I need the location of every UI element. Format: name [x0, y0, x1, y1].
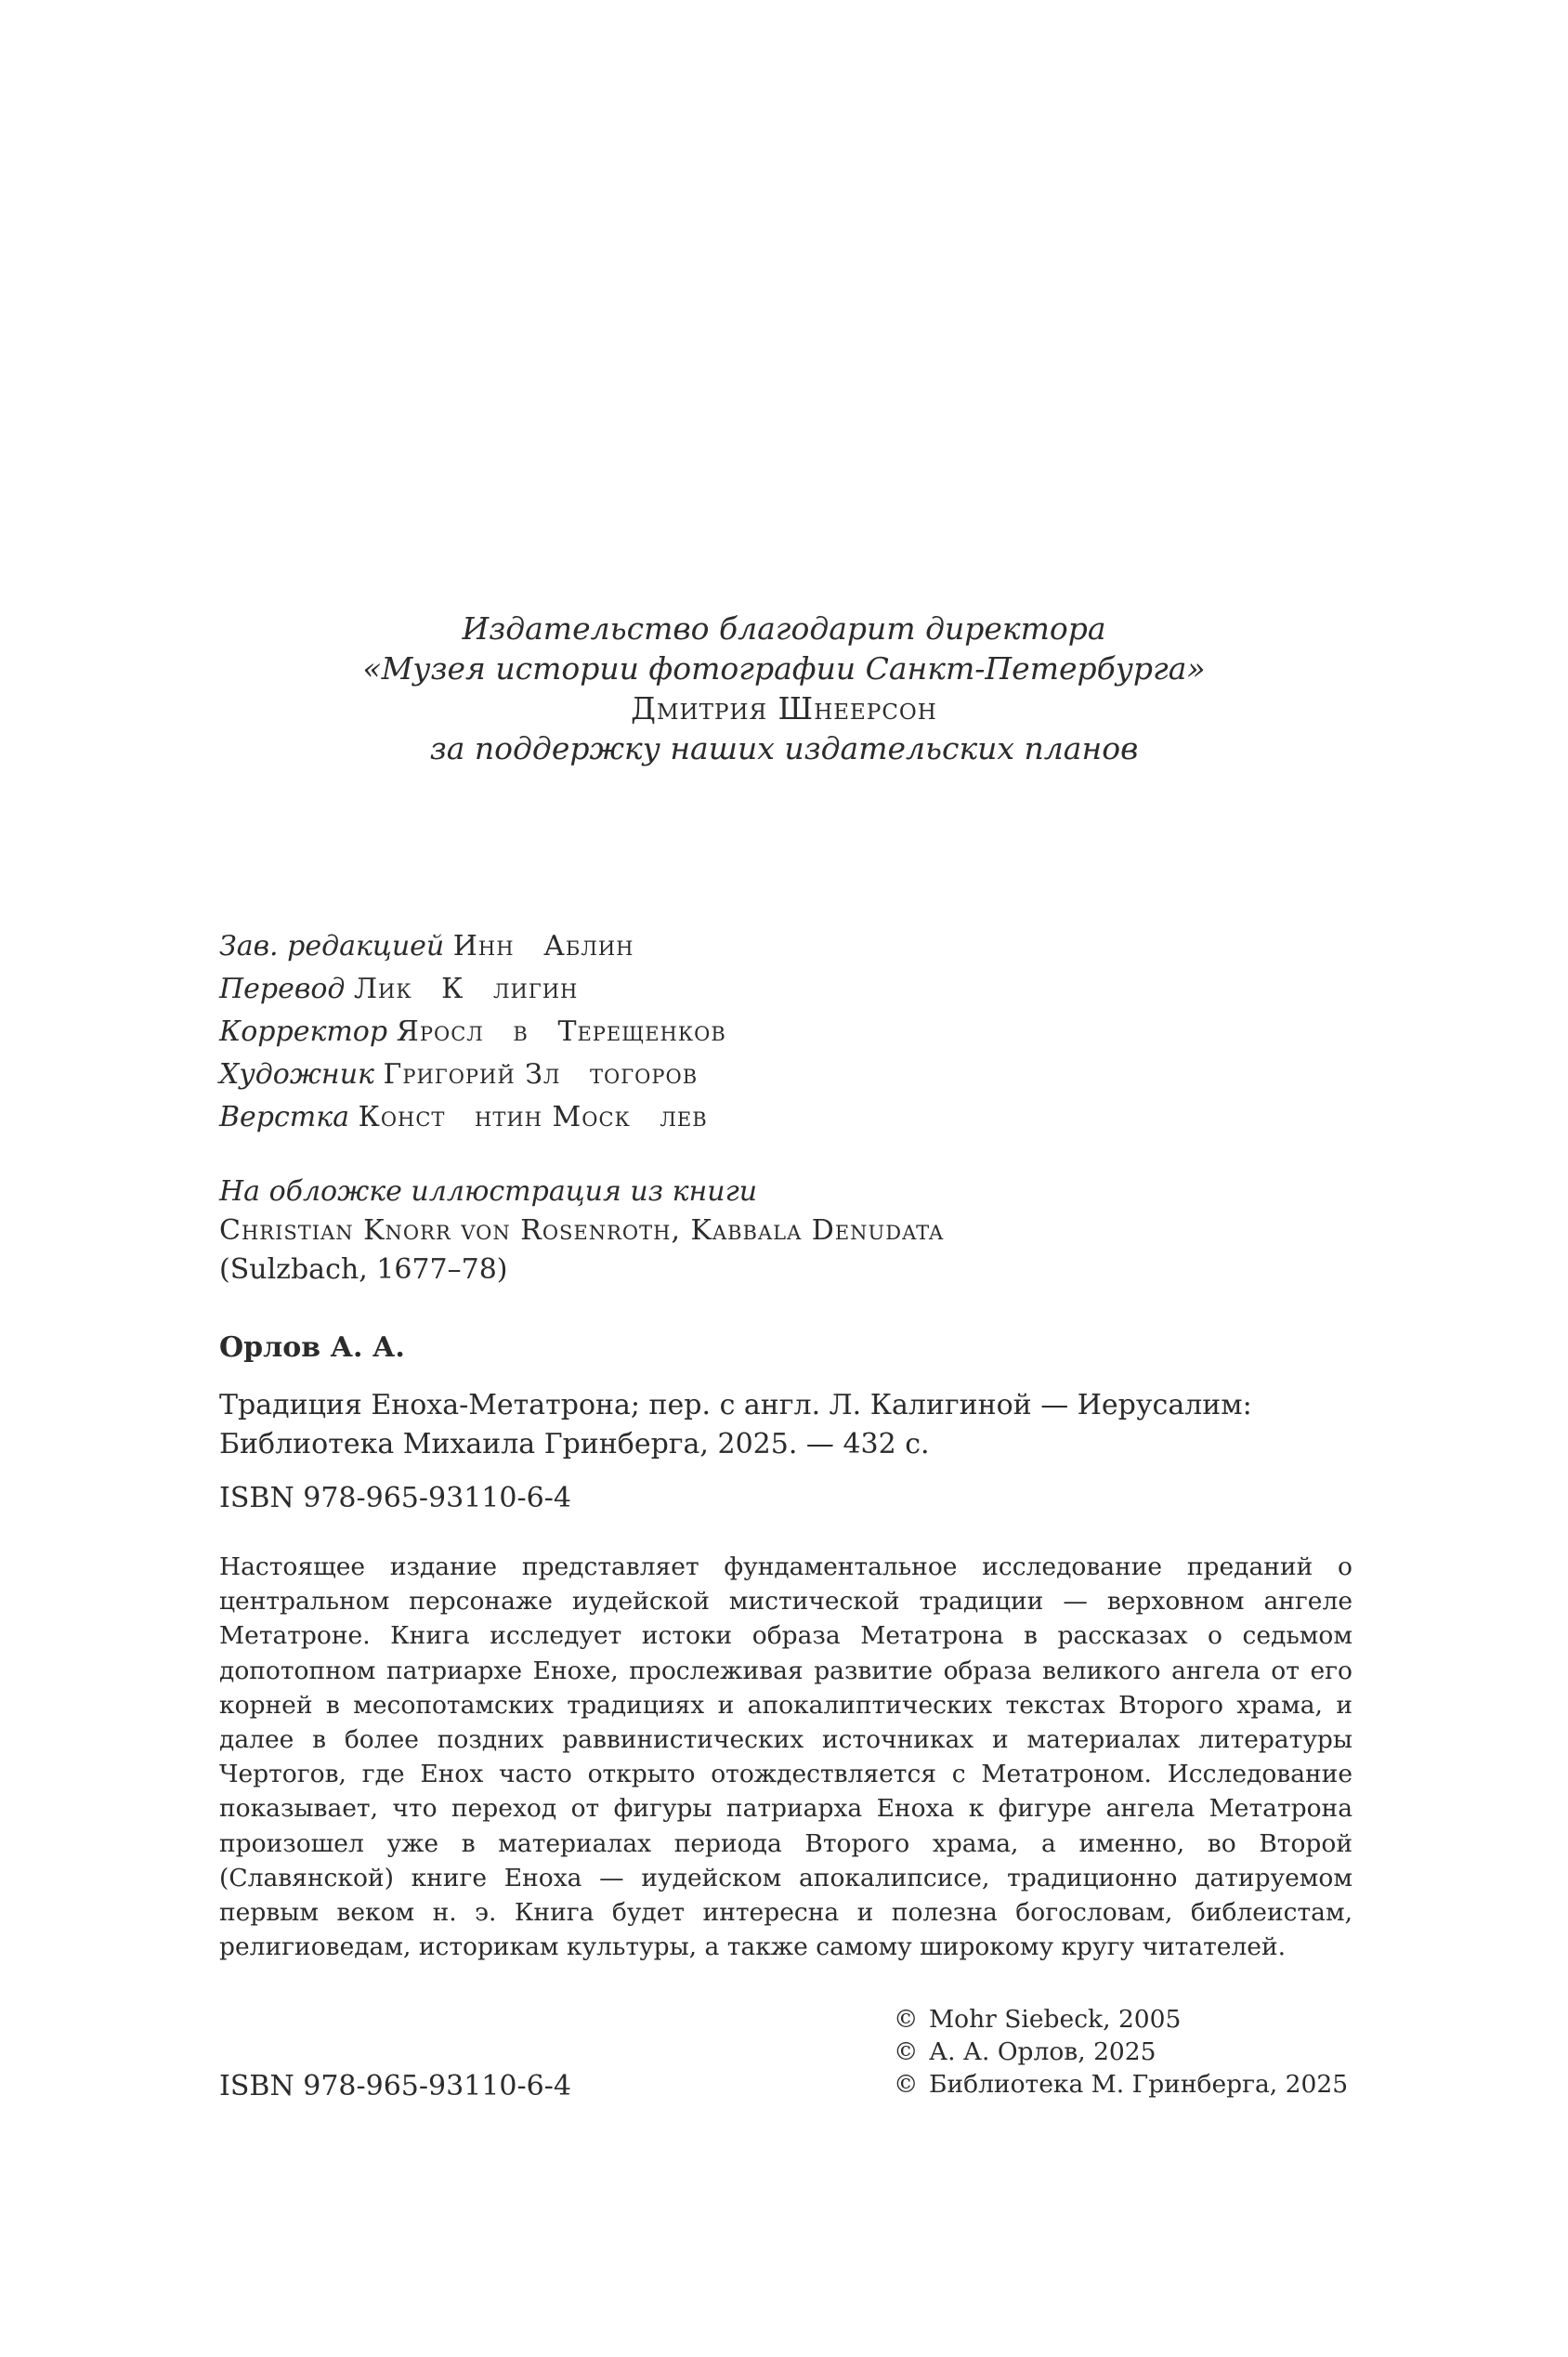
catalog-isbn: ISBN 978-965-93110-6-4 [219, 1482, 571, 1514]
credits-list [219, 925, 726, 1139]
catalog-entry [219, 1329, 1352, 1518]
credit-role: Перевод [219, 973, 346, 1005]
dedication-block [227, 609, 1341, 768]
credit-name: Григорий Зл тогоров [383, 1058, 699, 1091]
cover-note [219, 1172, 944, 1290]
dedication-director-name: Дмитрия Шнеерсон [631, 690, 937, 727]
cover-note-intro: На обложке иллюстрация из книги [219, 1175, 758, 1208]
copyright-row-publisher-original [894, 2003, 1348, 2036]
credit-role: Верстка [219, 1101, 350, 1133]
catalog-author: Орлов А. А. [219, 1331, 405, 1364]
credit-name: Лик К лигин [353, 973, 579, 1005]
credit-name: Инн Аблин [452, 930, 634, 962]
copyright-row-author [894, 2036, 1348, 2068]
credit-row-proofreader [219, 1011, 726, 1054]
dedication-line-1: Издательство благодарит директора [462, 610, 1106, 647]
credit-role: Зав. редакцией [219, 930, 445, 962]
cover-source-imprint: (Sulzbach, 1677–78) [219, 1253, 508, 1286]
credit-name: Конст нтин Моск лев [358, 1101, 708, 1133]
annotation-paragraph: Настоящее издание представляет фундаментальное исследование преданий о центральном персонаже иудейской мистической традиции — верховном ангеле Метатроне. Книга исследует истоки образа Метатрона в рассказах о седьмом допотопном патриархе Енохе, прослеживая развитие образа великого ангела от его корней в месопотамских традициях и апокалиптических текстах Второго храма, и далее в более поздних раввинистических источниках и материалах литературы Чертогов, где Енох часто открыто отождествляется с Метатроном. Исследование показывает, что переход от фигуры патриарха Еноха к фигуре ангела Метатрона произошел уже в материалах периода Второго храма, а именно, во Второй (Славянской) книге Еноха — иудейском апокалипсисе, традиционно датируемом первым веком н. э. Книга будет интересна и полезна богословам, библеистам, религиоведам, историкам культуры, а также самому широкому кругу читателей. [219, 1552, 1352, 1962]
footer-isbn: ISBN 978-965-93110-6-4 [219, 2070, 571, 2102]
copyright-icon: © [894, 2070, 919, 2099]
dedication-line-4: за поддержку наших издательских планов [429, 730, 1139, 766]
credit-row-editor [219, 925, 726, 968]
copyright-list [894, 2003, 1348, 2101]
credit-name: Яросл в Терещенков [396, 1015, 726, 1048]
credit-role: Художник [219, 1058, 374, 1091]
credit-row-artist [219, 1054, 726, 1096]
copyright-icon: © [894, 2005, 919, 2034]
credit-row-layout [219, 1096, 726, 1139]
credit-role: Корректор [219, 1015, 388, 1048]
credit-row-translator [219, 968, 726, 1011]
dedication-line-2: «Музея истории фотографии Санкт-Петербурга» [362, 650, 1206, 687]
copyright-holder: Библиотека М. Гринберга, 2025 [929, 2070, 1349, 2099]
cover-source-title: Christian Knorr von Rosenroth, Kabbala Denudata [219, 1214, 945, 1247]
copyright-icon: © [894, 2037, 919, 2066]
copyright-row-publisher [894, 2068, 1348, 2101]
copyright-holder: Mohr Siebeck, 2005 [929, 2005, 1182, 2034]
catalog-description: Традиция Еноха-Метатрона; пер. с англ. Л. Калигиной — Иерусалим: Библиотека Михаила Гринберга, 2025. — 432 с. [219, 1389, 1252, 1460]
copyright-holder: А. А. Орлов, 2025 [929, 2037, 1156, 2066]
